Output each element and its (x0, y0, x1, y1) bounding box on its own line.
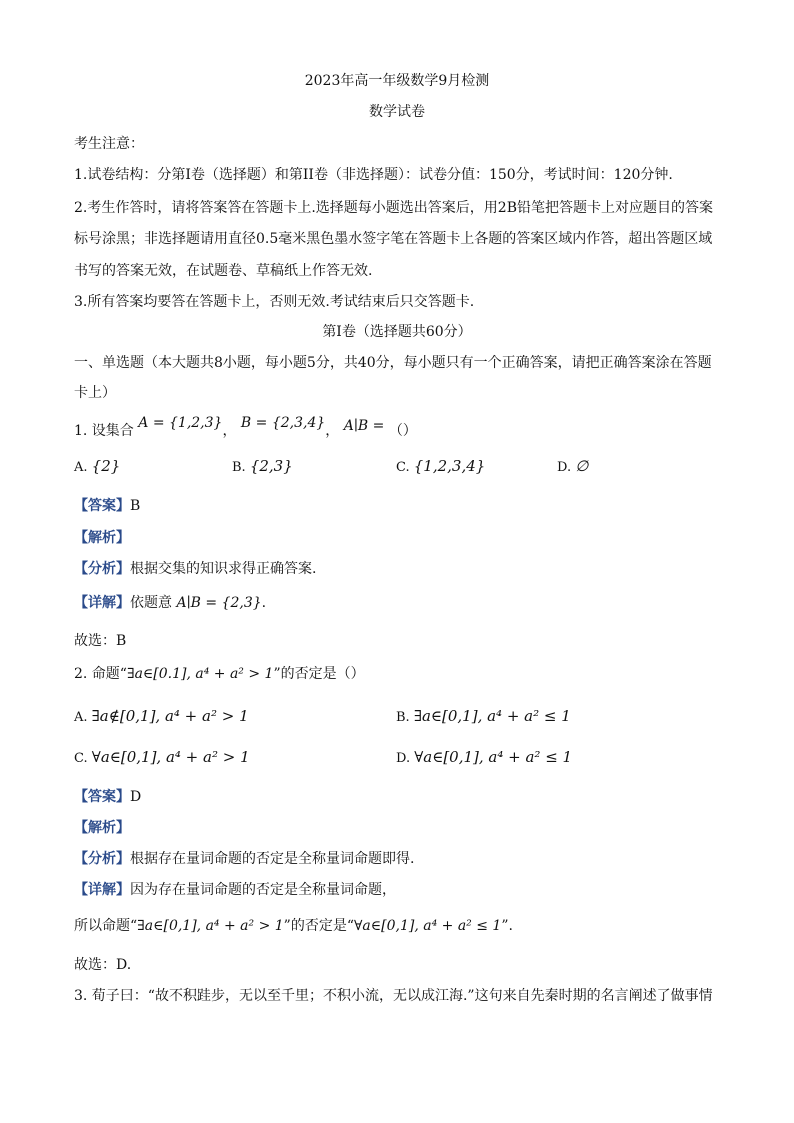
q1-option-d-value: ∅ (575, 457, 589, 475)
q1-set-a: A = {1,2,3} (138, 415, 223, 431)
q1-option-c (396, 457, 485, 475)
q2-option-b-label: B. (396, 710, 410, 725)
q2-line-math-2: ∀a∈[0,1], a⁴ + a² ≤ 1 (353, 918, 502, 934)
section-instructions-a: 一、单选题（本大题共8小题，每小题5分，共40分，每小题只有一个正确答案，请把正确答案涂在答题 (74, 355, 712, 371)
q2-answer-tag: 【答案】 (74, 789, 130, 805)
q2-stem-pre: 2. 命题“ (74, 666, 127, 682)
q2-answer (74, 786, 141, 806)
q2-line-mid: ”的否定是“ (283, 918, 354, 934)
q2-option-d-label: D. (396, 751, 411, 766)
q2-stem (74, 663, 365, 683)
q2-option-c-label: C. (74, 751, 88, 766)
q2-option-b (396, 707, 571, 725)
q2-option-d-value: ∀a∈[0,1], a⁴ + a² ≤ 1 (414, 748, 573, 766)
q1-xiangjie-tag: 【详解】 (74, 595, 130, 611)
q1-fenxi-text: 根据交集的知识求得正确答案. (130, 561, 317, 577)
notice-item-1: 1.试卷结构：分第Ⅰ卷（选择题）和第ⅠⅠ卷（非选择题）：试卷分值：150分，考试时间：120分钟. (74, 167, 673, 183)
q1-option-c-label: C. (396, 460, 410, 475)
q2-stem-math: ∃a∈[0.1], a⁴ + a² > 1 (126, 666, 274, 682)
notice-item-2b: 标号涂黑；非选择题请用直径0.5毫米黑色墨水签字笔在答题卡上各题的答案区域内作答，超出答题区域 (74, 231, 713, 247)
q1-number: 1. 设集合 (74, 423, 134, 439)
q2-option-c (74, 748, 250, 766)
q1-answer (74, 495, 140, 515)
q1-option-b-value: {2,3} (249, 457, 293, 475)
q1-option-b-label: B. (232, 460, 246, 475)
q1-expression: A∣B = (343, 418, 385, 434)
q1-option-a-value: {2} (91, 457, 121, 475)
q1-option-d-label: D. (557, 460, 572, 475)
q2-conclusion: 故选：D. (74, 957, 132, 973)
q1-jiexi-tag: 【解析】 (74, 530, 130, 546)
q1-comma-1: ， (222, 423, 237, 439)
q2-xiangjie-text: 因为存在量词命题的否定是全称量词命题， (130, 882, 396, 898)
q1-option-b (232, 457, 293, 475)
notice-item-3: 3.所有答案均要答在答题卡上，否则无效.考试结束后只交答题卡. (74, 294, 475, 310)
q2-fenxi (74, 848, 414, 868)
q1-xiangjie-pre: 依题意 (130, 595, 172, 611)
q1-option-a (74, 457, 120, 475)
q2-fenxi-tag: 【分析】 (74, 851, 130, 867)
q1-option-d (557, 457, 588, 475)
q1-xiangjie (74, 592, 266, 612)
q2-jiexi (74, 817, 130, 837)
q2-line-pre: 所以命题“ (74, 918, 138, 934)
q1-set-b: B = {2,3,4} (240, 415, 326, 431)
notice-item-2a: 2.考生作答时，请将答案答在答题卡上.选择题每小题选出答案后，用2B铅笔把答题卡上对应题目的答案 (74, 200, 714, 216)
q1-jiexi (74, 527, 130, 547)
q1-paren: （） (388, 423, 417, 439)
q2-option-a-value: ∃a∉[0,1], a⁴ + a² > 1 (91, 707, 249, 725)
q1-answer-value: B (130, 498, 141, 514)
section-title: 第Ⅰ卷（选择题共60分） (322, 324, 472, 340)
q2-option-c-value: ∀a∈[0,1], a⁴ + a² > 1 (91, 748, 250, 766)
q2-xiangjie-tag: 【详解】 (74, 882, 130, 898)
notice-heading: 考生注意： (74, 136, 144, 152)
exam-subtitle: 数学试卷 (369, 104, 425, 120)
section-instructions-b: 卡上） (74, 385, 116, 401)
q2-line-math-1: ∃a∈[0,1], a⁴ + a² > 1 (137, 918, 284, 934)
q2-option-d (396, 748, 572, 766)
q3-stem: 3. 荀子曰：“故不积跬步，无以至千里；不积小流，无以成江海.”这句来自先秦时期的名言阐述了做事情 (74, 988, 713, 1004)
q1-conclusion: 故选：B (74, 633, 127, 649)
q2-answer-value: D (130, 789, 142, 805)
q1-option-a-label: A. (74, 460, 88, 475)
q2-jiexi-tag: 【解析】 (74, 820, 130, 836)
q2-fenxi-text: 根据存在量词命题的否定是全称量词命题即得. (130, 851, 415, 867)
q1-xiangjie-math: A∣B = {2,3} (176, 595, 262, 611)
q2-option-a (74, 707, 249, 725)
q2-option-a-label: A. (74, 710, 88, 725)
q1-xiangjie-post: . (261, 595, 267, 611)
q1-comma-2: ， (325, 423, 340, 439)
q1-stem (74, 415, 417, 440)
q1-fenxi-tag: 【分析】 (74, 561, 130, 577)
q2-line-post: ”. (501, 918, 513, 934)
q2-xiangjie (74, 879, 396, 899)
notice-item-2c: 书写的答案无效，在试题卷、草稿纸上作答无效. (74, 263, 373, 279)
q2-negation-line (74, 915, 513, 935)
q1-option-c-value: {1,2,3,4} (413, 457, 486, 475)
q2-stem-post: ”的否定是（） (273, 666, 365, 682)
q1-answer-tag: 【答案】 (74, 498, 130, 514)
q1-fenxi (74, 558, 316, 578)
q2-option-b-value: ∃a∈[0,1], a⁴ + a² ≤ 1 (413, 707, 571, 725)
exam-title: 2023年高一年级数学9月检测 (304, 73, 490, 89)
